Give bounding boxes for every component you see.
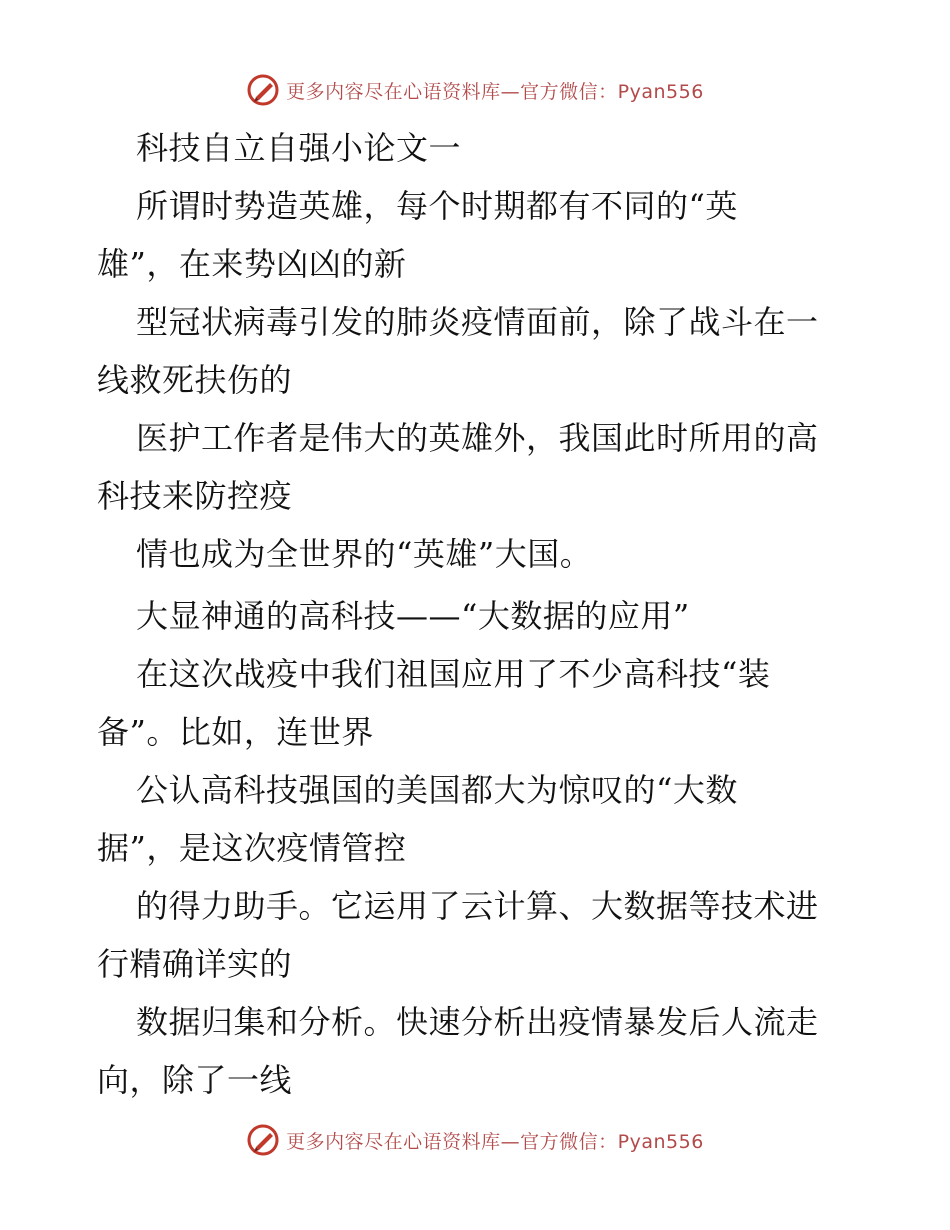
text-line: 线救死扶伤的: [97, 361, 293, 399]
text-line: 数据归集和分析。快速分析出疫情暴发后人流走: [136, 1003, 819, 1041]
text-line: 医护工作者是伟大的英雄外，我国此时所用的高: [136, 419, 819, 457]
watermark-text: 更多内容尽在心语资料库—官方微信：Pyan556: [286, 1130, 704, 1153]
document-title: 科技自立自强小论文一: [136, 129, 462, 167]
text-line: 据”，是这次疫情管控: [97, 829, 407, 867]
text-line: 情也成为全世界的“英雄”大国。: [136, 535, 593, 573]
section-heading: 大显神通的高科技——“大数据的应用”: [136, 597, 690, 635]
footer-watermark: [0, 1120, 950, 1160]
text-line: 雄”，在来势凶凶的新: [97, 245, 407, 283]
text-line: 公认高科技强国的美国都大为惊叹的“大数: [136, 771, 738, 809]
text-line: 型冠状病毒引发的肺炎疫情面前，除了战斗在一: [136, 303, 819, 341]
watermark-text: 更多内容尽在心语资料库—官方微信：Pyan556: [286, 80, 704, 103]
text-line: 行精确详实的: [97, 945, 293, 983]
text-line: 向，除了一线: [97, 1061, 293, 1099]
text-line: 备”。比如，连世界: [97, 713, 374, 751]
text-line: 所谓时势造英雄，每个时期都有不同的“英: [136, 187, 738, 225]
text-line: 的得力助手。它运用了云计算、大数据等技术进: [136, 887, 819, 925]
text-line: 在这次战疫中我们祖国应用了不少高科技“装: [136, 655, 771, 693]
text-line: 科技来防控疫: [97, 477, 293, 515]
pen-logo-icon: [246, 1123, 280, 1157]
